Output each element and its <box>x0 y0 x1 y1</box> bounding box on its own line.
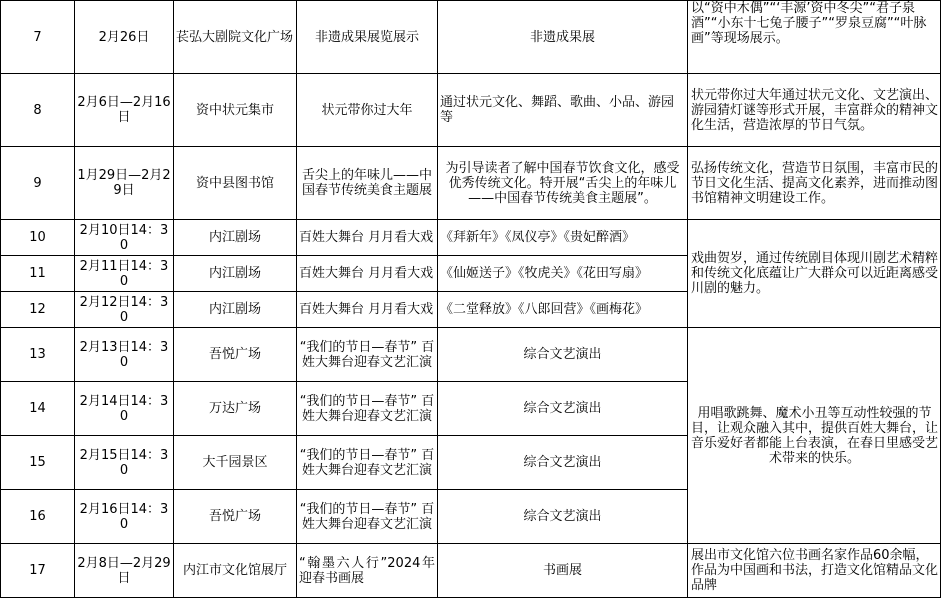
row-content: 综合文艺演出 <box>438 490 688 544</box>
row-event: 非遗成果展览展示 <box>297 1 438 74</box>
row-venue: 万达广场 <box>174 382 297 436</box>
row-event: 百姓大舞台 月月看大戏 <box>297 256 438 292</box>
row-content: 《仙姬送子》《牧虎关》《花田写扇》 <box>438 256 688 292</box>
row-content: 《二堂释放》《八郎回营》《画梅花》 <box>438 292 688 328</box>
row-content: 书画展 <box>438 544 688 598</box>
row-event: 状元带你过大年 <box>297 74 438 147</box>
merged-description-opera: 戏曲贺岁，通过传统剧目体现川剧艺术精粹和传统文化底蕴让广大群众可以近距离感受川剧的魅力。 <box>688 220 941 328</box>
row-date: 1月29日—2月29日 <box>75 147 174 220</box>
row-number: 8 <box>1 74 75 147</box>
row-event: 舌尖上的年味儿——中国春节传统美食主题展 <box>297 147 438 220</box>
row-event: 百姓大舞台 月月看大戏 <box>297 220 438 256</box>
row-date: 2月26日 <box>75 1 174 74</box>
row-venue: 内江剧场 <box>174 292 297 328</box>
row-venue: 吾悦广场 <box>174 328 297 382</box>
row-event: “我们的节日—春节” 百姓大舞台迎春文艺汇演 <box>297 436 438 490</box>
row-venue: 内江市文化馆展厅 <box>174 544 297 598</box>
row-content: 综合文艺演出 <box>438 328 688 382</box>
row-event: “我们的节日—春节” 百姓大舞台迎春文艺汇演 <box>297 328 438 382</box>
row-venue: 吾悦广场 <box>174 490 297 544</box>
row-content: 非遗成果展 <box>438 1 688 74</box>
row-description: 弘扬传统文化，营造节日氛围，丰富市民的节日文化生活、提高文化素养，进而推动图书馆精神文明建设工作。 <box>688 147 941 220</box>
row-number: 15 <box>1 436 75 490</box>
row-date: 2月8日—2月29日 <box>75 544 174 598</box>
table-row <box>1 544 941 598</box>
row-venue: 大千园景区 <box>174 436 297 490</box>
row-number: 11 <box>1 256 75 292</box>
row-date: 2月12日14：30 <box>75 292 174 328</box>
merged-description-festival: 用唱歌跳舞、魔术小丑等互动性较强的节目，让观众融入其中，提供百姓大舞台，让音乐爱好者都能上台表演，在春日里感受艺术带来的快乐。 <box>688 328 941 544</box>
row-event: “我们的节日—春节” 百姓大舞台迎春文艺汇演 <box>297 382 438 436</box>
row-venue: 资中状元集市 <box>174 74 297 147</box>
row-date: 2月6日—2月16日 <box>75 74 174 147</box>
row-date: 2月16日14：30 <box>75 490 174 544</box>
row-number: 16 <box>1 490 75 544</box>
row-description: 展出市文化馆六位书画名家作品60余幅，作品为中国画和书法，打造文化馆精品文化品牌 <box>688 544 941 598</box>
row-date: 2月13日14：30 <box>75 328 174 382</box>
row-number: 12 <box>1 292 75 328</box>
row-description: 以“资中木偶”“‘丰源’资中冬尖”“君子泉酒”“小东十七兔子腰子”“罗泉豆腐”“叶脉画”等现场展示。 <box>688 1 941 74</box>
row-date: 2月14日14：30 <box>75 382 174 436</box>
row-event: “翰墨六人行”2024年迎春书画展 <box>297 544 438 598</box>
row-date: 2月15日14：30 <box>75 436 174 490</box>
row-venue: 资中县图书馆 <box>174 147 297 220</box>
row-event: 百姓大舞台 月月看大戏 <box>297 292 438 328</box>
table-row <box>1 328 941 382</box>
row-number: 7 <box>1 1 75 74</box>
row-venue: 苌弘大剧院文化广场 <box>174 1 297 74</box>
row-number: 17 <box>1 544 75 598</box>
table-row <box>1 74 941 147</box>
row-number: 14 <box>1 382 75 436</box>
row-date: 2月11日14：30 <box>75 256 174 292</box>
row-venue: 内江剧场 <box>174 256 297 292</box>
row-number: 13 <box>1 328 75 382</box>
table-row <box>1 220 941 256</box>
row-venue: 内江剧场 <box>174 220 297 256</box>
row-content: 综合文艺演出 <box>438 382 688 436</box>
row-content: 综合文艺演出 <box>438 436 688 490</box>
row-content: 为引导读者了解中国春节饮食文化，感受优秀传统文化。特开展“舌尖上的年味儿——中国春节传统美食主题展”。 <box>438 147 688 220</box>
row-number: 9 <box>1 147 75 220</box>
row-description: 状元带你过大年通过状元文化、文艺演出、游园猜灯谜等形式开展，丰富群众的精神文化生活，营造浓厚的节日气氛。 <box>688 74 941 147</box>
table-row <box>1 147 941 220</box>
row-event: “我们的节日—春节” 百姓大舞台迎春文艺汇演 <box>297 490 438 544</box>
row-content: 通过状元文化、舞蹈、歌曲、小品、游园等 <box>438 74 688 147</box>
table-row <box>1 1 941 74</box>
row-date: 2月10日14：30 <box>75 220 174 256</box>
row-content: 《拜新年》《凤仪亭》《贵妃醉酒》 <box>438 220 688 256</box>
row-number: 10 <box>1 220 75 256</box>
